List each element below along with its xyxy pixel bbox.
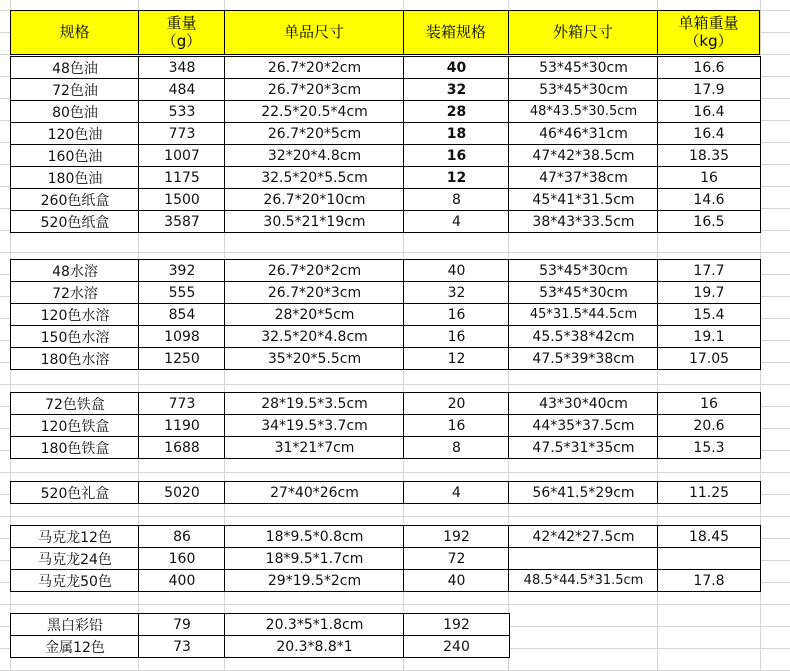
cell-pack[interactable]: 16 — [403, 325, 510, 348]
cell-item-size[interactable]: 30.5*21*19cm — [224, 210, 405, 233]
cell-spec[interactable]: 520色礼盒 — [10, 481, 140, 504]
cell-item-size[interactable]: 32*20*4.8cm — [224, 144, 405, 167]
cell-weight[interactable]: 160 — [138, 547, 226, 570]
cell-carton-weight[interactable]: 18.45 — [657, 525, 761, 548]
cell-spec[interactable]: 120色铁盒 — [10, 414, 140, 437]
cell-carton-weight[interactable]: 16.4 — [657, 122, 761, 145]
cell-item-size[interactable]: 26.7*20*3cm — [224, 281, 405, 304]
cell-carton-size[interactable]: 44*35*37.5cm — [508, 414, 659, 437]
cell-item-size[interactable]: 20.3*8.8*1 — [224, 635, 405, 658]
cell-pack[interactable]: 240 — [403, 635, 510, 658]
cell-item-size[interactable]: 26.7*20*2cm — [224, 259, 405, 282]
cell-weight[interactable]: 86 — [138, 525, 226, 548]
header-carton-size[interactable]: 外箱尺寸 — [508, 10, 658, 55]
cell-weight[interactable]: 3587 — [138, 210, 226, 233]
cell-carton-weight[interactable]: 20.6 — [657, 414, 761, 437]
cell-carton-size[interactable]: 42*42*27.5cm — [508, 525, 659, 548]
cell-item-size[interactable]: 18*9.5*1.7cm — [224, 547, 405, 570]
cell-pack[interactable]: 32 — [403, 281, 510, 304]
cell-item-size[interactable]: 22.5*20.5*4cm — [224, 100, 405, 123]
cell-weight[interactable]: 1688 — [138, 436, 226, 459]
cell-carton-weight[interactable]: 15.3 — [657, 436, 761, 459]
cell-carton-weight[interactable]: 16.6 — [657, 56, 761, 79]
cell-carton-size[interactable]: 43*30*40cm — [508, 392, 659, 415]
cell-spec[interactable]: 80色油 — [10, 100, 140, 123]
cell-carton-weight[interactable]: 16 — [657, 392, 761, 415]
cell-pack[interactable]: 12 — [403, 347, 510, 370]
header-item-size[interactable]: 单品尺寸 — [224, 10, 404, 55]
header-carton-weight-line1: 单箱重量 — [678, 14, 739, 33]
cell-item-size[interactable]: 34*19.5*3.7cm — [224, 414, 405, 437]
cell-carton-size[interactable]: 38*43*33.5cm — [508, 210, 659, 233]
cell-carton-weight[interactable]: 18.35 — [657, 144, 761, 167]
cell-spec[interactable]: 160色油 — [10, 144, 140, 167]
cell-carton-size[interactable] — [508, 547, 659, 570]
cell-item-size[interactable]: 26.7*20*10cm — [224, 188, 405, 211]
cell-pack[interactable]: 32 — [403, 78, 510, 101]
cell-weight[interactable]: 1250 — [138, 347, 226, 370]
cell-item-size[interactable]: 26.7*20*2cm — [224, 56, 405, 79]
cell-pack[interactable]: 40 — [403, 569, 510, 592]
cell-pack[interactable]: 4 — [403, 210, 510, 233]
cell-weight[interactable]: 854 — [138, 303, 226, 326]
cell-spec[interactable]: 黑白彩铅 — [10, 613, 140, 636]
cell-carton-weight[interactable]: 19.7 — [657, 281, 761, 304]
cell-weight[interactable]: 773 — [138, 392, 226, 415]
cell-carton-size[interactable]: 47.5*31*35cm — [508, 436, 659, 459]
cell-carton-weight[interactable]: 17.9 — [657, 78, 761, 101]
cell-weight[interactable]: 392 — [138, 259, 226, 282]
cell-pack[interactable]: 40 — [403, 259, 510, 282]
cell-spec[interactable]: 120色水溶 — [10, 303, 140, 326]
cell-item-size[interactable]: 28*20*5cm — [224, 303, 405, 326]
cell-weight[interactable]: 5020 — [138, 481, 226, 504]
cell-carton-size[interactable]: 53*45*30cm — [508, 281, 659, 304]
cell-spec[interactable]: 150色水溶 — [10, 325, 140, 348]
cell-item-size[interactable]: 20.3*5*1.8cm — [224, 613, 405, 636]
cell-spec[interactable]: 520色纸盒 — [10, 210, 140, 233]
cell-carton-weight[interactable]: 15.4 — [657, 303, 761, 326]
cell-carton-size[interactable]: 46*46*31cm — [508, 122, 659, 145]
cell-pack[interactable]: 16 — [403, 414, 510, 437]
cell-pack[interactable]: 20 — [403, 392, 510, 415]
header-weight[interactable] — [138, 10, 225, 55]
header-weight-line1: 重量 — [166, 14, 197, 33]
cell-carton-size[interactable]: 53*45*30cm — [508, 56, 659, 79]
cell-item-size[interactable]: 31*21*7cm — [224, 436, 405, 459]
cell-carton-weight[interactable]: 16 — [657, 166, 761, 189]
cell-carton-size[interactable]: 47*37*38cm — [508, 166, 659, 189]
cell-weight[interactable]: 1190 — [138, 414, 226, 437]
cell-weight[interactable]: 400 — [138, 569, 226, 592]
cell-spec[interactable]: 72水溶 — [10, 281, 140, 304]
cell-carton-size[interactable]: 48*43.5*30.5cm — [508, 100, 659, 123]
cell-item-size[interactable]: 29*19.5*2cm — [224, 569, 405, 592]
cell-carton-size[interactable]: 45.5*38*42cm — [508, 325, 659, 348]
cell-carton-size[interactable]: 53*45*30cm — [508, 259, 659, 282]
cell-spec[interactable]: 金属12色 — [10, 635, 140, 658]
cell-spec[interactable]: 48色油 — [10, 56, 140, 79]
cell-carton-weight[interactable] — [657, 547, 761, 570]
cell-carton-weight[interactable]: 16.4 — [657, 100, 761, 123]
cell-item-size[interactable]: 28*19.5*3.5cm — [224, 392, 405, 415]
cell-carton-weight[interactable]: 17.05 — [657, 347, 761, 370]
cell-spec[interactable]: 180色油 — [10, 166, 140, 189]
cell-item-size[interactable]: 26.7*20*5cm — [224, 122, 405, 145]
cell-pack[interactable]: 18 — [403, 122, 510, 145]
cell-carton-weight[interactable]: 17.8 — [657, 569, 761, 592]
cell-carton-weight[interactable]: 11.25 — [657, 481, 761, 504]
gridline-row — [0, 252, 790, 253]
cell-spec[interactable]: 马克龙24色 — [10, 547, 140, 570]
cell-item-size[interactable]: 32.5*20*4.8cm — [224, 325, 405, 348]
cell-spec[interactable]: 72色油 — [10, 78, 140, 101]
cell-item-size[interactable]: 18*9.5*0.8cm — [224, 525, 405, 548]
gridline-row — [0, 384, 790, 385]
cell-carton-weight[interactable]: 17.7 — [657, 259, 761, 282]
gridline-row — [0, 472, 790, 473]
cell-spec[interactable]: 180色铁盒 — [10, 436, 140, 459]
cell-weight[interactable]: 555 — [138, 281, 226, 304]
cell-carton-weight[interactable]: 16.5 — [657, 210, 761, 233]
header-weight-line2: （g） — [161, 31, 202, 50]
cell-carton-size[interactable]: 47.5*39*38cm — [508, 347, 659, 370]
cell-pack[interactable]: 12 — [403, 166, 510, 189]
gridline-row — [0, 604, 790, 605]
cell-spec[interactable]: 120色油 — [10, 122, 140, 145]
cell-pack[interactable]: 4 — [403, 481, 510, 504]
cell-item-size[interactable]: 35*20*5.5cm — [224, 347, 405, 370]
cell-weight[interactable]: 1175 — [138, 166, 226, 189]
header-pack-spec[interactable]: 装箱规格 — [403, 10, 509, 55]
cell-spec[interactable]: 马克龙50色 — [10, 569, 140, 592]
cell-carton-size[interactable]: 53*45*30cm — [508, 78, 659, 101]
cell-carton-size[interactable]: 56*41.5*29cm — [508, 481, 659, 504]
cell-carton-size[interactable]: 45*41*31.5cm — [508, 188, 659, 211]
cell-pack[interactable]: 192 — [403, 613, 510, 636]
cell-pack[interactable]: 8 — [403, 436, 510, 459]
cell-pack[interactable]: 40 — [403, 56, 510, 79]
cell-pack[interactable]: 192 — [403, 525, 510, 548]
cell-carton-size[interactable]: 48.5*44.5*31.5cm — [508, 569, 659, 592]
cell-pack[interactable]: 8 — [403, 188, 510, 211]
cell-weight[interactable]: 73 — [138, 635, 226, 658]
cell-carton-weight[interactable]: 19.1 — [657, 325, 761, 348]
cell-carton-size[interactable]: 45*31.5*44.5cm — [508, 303, 659, 326]
cell-weight[interactable]: 1500 — [138, 188, 226, 211]
cell-spec[interactable]: 180色水溶 — [10, 347, 140, 370]
cell-spec[interactable]: 72色铁盒 — [10, 392, 140, 415]
header-carton-weight-line2: （kg） — [684, 31, 733, 50]
header-carton-weight[interactable] — [657, 10, 760, 55]
cell-pack[interactable]: 16 — [403, 144, 510, 167]
cell-item-size[interactable]: 27*40*26cm — [224, 481, 405, 504]
header-spec[interactable]: 规格 — [10, 10, 139, 55]
cell-weight[interactable]: 773 — [138, 122, 226, 145]
cell-item-size[interactable]: 26.7*20*3cm — [224, 78, 405, 101]
cell-carton-size[interactable]: 47*42*38.5cm — [508, 144, 659, 167]
cell-spec[interactable]: 马克龙12色 — [10, 525, 140, 548]
cell-weight[interactable]: 533 — [138, 100, 226, 123]
cell-weight[interactable]: 1098 — [138, 325, 226, 348]
cell-weight[interactable]: 79 — [138, 613, 226, 636]
cell-spec[interactable]: 260色纸盒 — [10, 188, 140, 211]
gridline-row — [0, 516, 790, 517]
cell-pack[interactable]: 72 — [403, 547, 510, 570]
cell-item-size[interactable]: 32.5*20*5.5cm — [224, 166, 405, 189]
cell-weight[interactable]: 484 — [138, 78, 226, 101]
cell-spec[interactable]: 48水溶 — [10, 259, 140, 282]
cell-weight[interactable]: 1007 — [138, 144, 226, 167]
cell-pack[interactable]: 16 — [403, 303, 510, 326]
cell-weight[interactable]: 348 — [138, 56, 226, 79]
cell-pack[interactable]: 28 — [403, 100, 510, 123]
cell-carton-weight[interactable]: 14.6 — [657, 188, 761, 211]
